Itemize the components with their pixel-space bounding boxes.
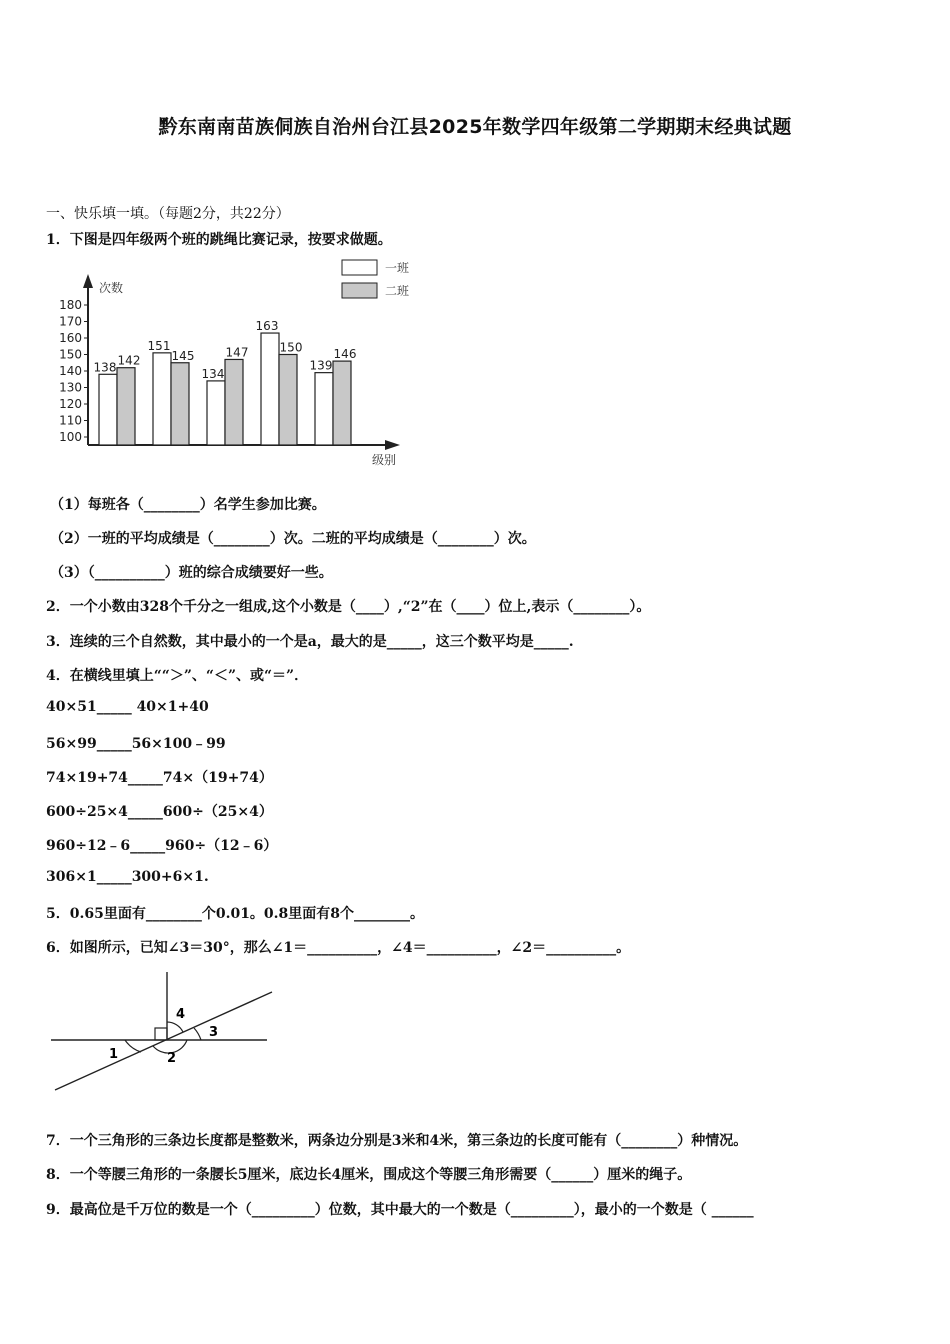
y-tick-label: 180	[59, 298, 82, 312]
slanted-line	[55, 992, 272, 1090]
question-5: 5．0.65里面有________个0.01。0.8里面有8个________。	[46, 906, 425, 922]
question-8: 8．一个等腰三角形的一条腰长5厘米，底边长4厘米，围成这个等腰三角形需要（______）厘米的绳子。	[46, 1167, 692, 1183]
question-9: 9．最高位是千万位的数是一个（_________）位数，其中最大的一个数是（_________），最小的一个数是（ ______	[46, 1202, 754, 1218]
bar	[261, 333, 279, 445]
y-tick-label: 110	[59, 413, 82, 428]
angle-diagram	[45, 970, 285, 1100]
angle-arc-4	[167, 1022, 183, 1032]
bar-value-label: 147	[225, 345, 249, 360]
question-1-part-1: （1）每班各（________）名学生参加比赛。	[50, 497, 326, 513]
bar	[225, 359, 243, 445]
y-tick-label: 140	[59, 364, 82, 378]
legend-swatch	[342, 283, 377, 298]
x-axis-label: 级别	[372, 453, 397, 467]
y-axis-label: 次数	[99, 281, 124, 295]
bar-value-label: 139	[309, 358, 333, 373]
bar-value-label: 138	[93, 360, 117, 375]
angle-arc-1	[125, 1040, 141, 1052]
y-tick-label: 160	[59, 331, 82, 345]
bar	[333, 361, 351, 445]
comparison-item: 306×1_____300+6×1.	[46, 869, 209, 885]
bar-value-label: 146	[333, 347, 357, 362]
x-axis-arrow	[385, 440, 400, 450]
question-4: 4．在横线里填上““＞”、“＜”、或“＝”．	[46, 668, 309, 684]
right-angle-mark	[155, 1028, 167, 1040]
question-1: 1．下图是四年级两个班的跳绳比赛记录，按要求做题。	[46, 232, 392, 248]
angle-label-2: 2	[167, 1051, 177, 1066]
bar	[99, 374, 117, 445]
comparison-item: 600÷25×4_____600÷（25×4）	[46, 804, 273, 820]
angle-label-4: 4	[176, 1007, 186, 1022]
page-title: 黔东南南苗族侗族自治州台江县2025年数学四年级第二学期期末经典试题	[158, 116, 792, 138]
question-3: 3．连续的三个自然数，其中最小的一个是a，最大的是_____，这三个数平均是_____.	[46, 634, 574, 650]
question-7: 7．一个三角形的三条边长度都是整数米，两条边分别是3米和4米，第三条边的长度可能有（________）种情况。	[46, 1133, 748, 1149]
question-1-part-2: （2）一班的平均成绩是（________）次。二班的平均成绩是（________）次。	[50, 531, 536, 547]
bar-value-label: 150	[279, 340, 303, 355]
angle-label-1: 1	[109, 1047, 119, 1062]
y-tick-label: 170	[59, 314, 82, 329]
y-tick-label: 100	[59, 430, 82, 444]
comparison-item: 960÷12﹣6_____960÷（12﹣6）	[46, 838, 278, 854]
bar	[207, 381, 225, 445]
question-2: 2．一个小数由328个千分之一组成,这个小数是（____）,“2”在（____）位上,表示（________）。	[46, 599, 651, 615]
bar	[117, 368, 135, 445]
legend-swatch	[342, 260, 377, 275]
bar-value-label: 142	[117, 353, 141, 368]
bar-value-label: 145	[171, 348, 195, 363]
legend-label: 二班	[385, 284, 410, 298]
bar	[279, 355, 297, 446]
bar	[171, 363, 189, 445]
y-axis-arrow	[83, 274, 93, 288]
angle-arc-3	[194, 1028, 201, 1040]
bar	[315, 373, 333, 445]
y-tick-label: 120	[59, 397, 82, 411]
comparison-item: 74×19+74_____74×（19+74）	[46, 770, 273, 786]
angle-label-3: 3	[209, 1025, 219, 1040]
section-heading: 一、快乐填一填。（每题2分，共22分）	[46, 206, 290, 222]
question-1-part-3: （3）（__________）班的综合成绩要好一些。	[50, 565, 333, 581]
y-tick-label: 150	[59, 347, 82, 362]
y-tick-label: 130	[59, 380, 82, 395]
bar-chart	[45, 254, 425, 474]
legend-label: 一班	[385, 261, 410, 275]
comparison-item: 40×51_____ 40×1+40	[46, 699, 209, 715]
question-6: 6．如图所示，已知∠3＝30°，那么∠1＝__________，∠4＝__________，∠2＝__________。	[46, 940, 631, 956]
bar-value-label: 163	[255, 319, 279, 334]
bar-value-label: 134	[201, 366, 225, 381]
bar	[153, 353, 171, 445]
comparison-item: 56×99_____56×100﹣99	[46, 736, 226, 752]
bar-value-label: 151	[147, 338, 171, 353]
